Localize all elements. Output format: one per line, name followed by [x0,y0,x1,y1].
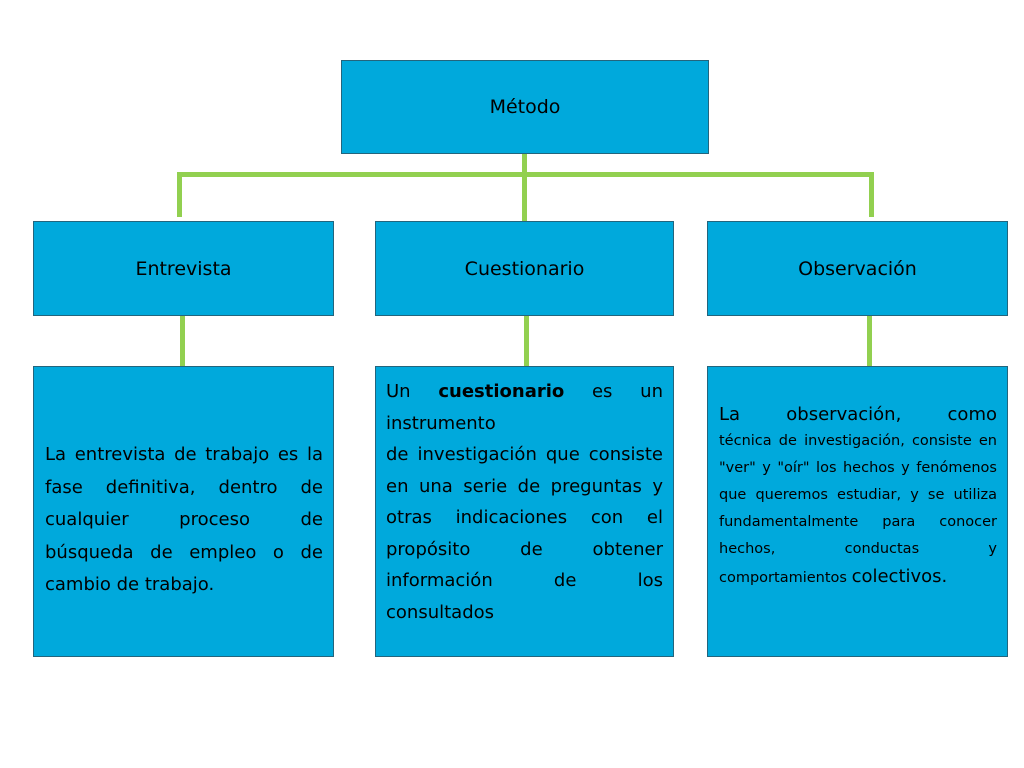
detail-cuestionario-line1-rest: es un instrumento [386,381,663,434]
detail-observacion-lead: La observación, como [719,404,997,425]
detail-entrevista-text: La entrevista de trabajo es la fase definitiva, dentro de cualquier proceso de búsqueda de empleo o de cambio de trabajo. [45,444,323,595]
detail-cuestionario-rest: de investigación que consiste en una serie de preguntas y otras indicaciones con el propósito de obtener información de los consultados [386,444,663,623]
detail-entrevista [33,366,334,657]
connector-horizontal [177,172,874,177]
detail-observacion-body: técnica de investigación, consiste en "ver" y "oír" los hechos y fenómenos que queremos estudiar, y se utiliza fundamentalmente para conocer hechos, conductas y comportamientos [719,433,997,586]
detail-cuestionario-bold-term: cuestionario [438,381,565,402]
node-cuestionario-label: Cuestionario [464,257,585,280]
connector-to-observacion [869,172,874,217]
connector-root-trunk [522,154,527,221]
connector-cuestionario-detail [524,316,529,366]
connector-entrevista-detail [180,316,185,366]
detail-cuestionario-prefix: Un [386,381,439,402]
detail-observacion [707,366,1008,657]
connector-to-entrevista [177,172,182,217]
connector-observacion-detail [867,316,872,366]
detail-cuestionario-first-line [386,376,663,439]
detail-cuestionario [375,366,674,657]
node-entrevista-label: Entrevista [135,257,232,280]
detail-observacion-body-wrap [719,428,997,592]
detail-observacion-end: colectivos. [851,566,948,587]
node-observacion [707,221,1008,316]
root-node-label: Método [489,96,561,118]
node-cuestionario [375,221,674,316]
node-observacion-label: Observación [798,257,917,280]
node-entrevista [33,221,334,316]
root-node-metodo [341,60,709,154]
